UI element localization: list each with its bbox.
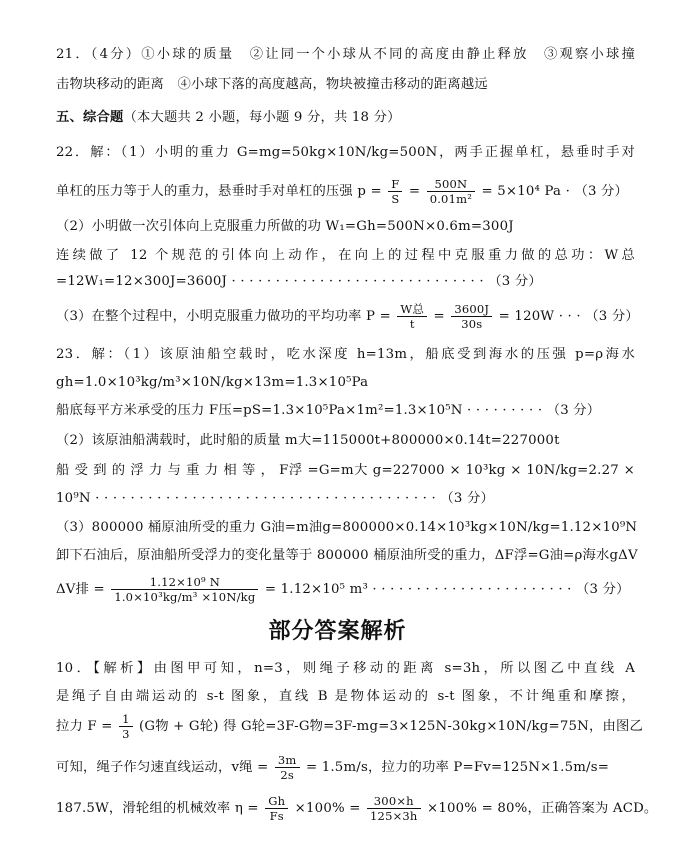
- fraction: $\frac{500N}{\text{0.01m²}}$: [427, 177, 475, 206]
- fraction: $\frac{300\times h}{125\times 3h}$: [367, 794, 421, 823]
- q10-text: (G物 + G轮) 得 G轮=3F-G物=3F-mg=3×125N-30kg×10N/kg=75N，由图乙: [139, 719, 643, 734]
- fraction: $\frac{F}{S}$: [388, 177, 402, 206]
- q10-line-4: [56, 752, 635, 784]
- q10-line-5: [56, 793, 658, 825]
- q22-text: （3）在整个过程中，小明克服重力做功的平均功率: [56, 309, 362, 324]
- formula-lhs: ΔV排 =: [56, 582, 105, 597]
- q22-result: = 5×10⁴ Pa · （3 分）: [481, 184, 629, 199]
- fraction: $\frac{Gh}{Fs}$: [265, 794, 288, 823]
- section-heading: 部分答案解析: [268, 619, 407, 644]
- q23-line-6: 10⁹N · · · · · · · · · · · · · · · · · · · · · · · · · · · · · · · · · · · · · · · （3 分）: [56, 491, 494, 506]
- formula-lhs: p =: [357, 184, 382, 199]
- q10-line-3: [56, 711, 643, 743]
- fraction: $\frac{\text{1.12×10⁹ N}}{\text{1.0×10³kg/m³ ×10N/kg}}$: [111, 575, 258, 604]
- fraction: $\frac{\text{W总}}{t}$: [397, 302, 427, 331]
- q21-line-2: 击物块移动的距离 ④小球下落的高度越高，物块被撞击移动的距离越远: [56, 77, 488, 92]
- q23-line-8: 卸下石油后，原油船所受浮力的变化量等于 800000 桶原油所受的重力，ΔF浮=G油=ρ海水gΔV: [56, 548, 638, 563]
- q10-text: 187.5W，滑轮组的机械效率 η =: [56, 801, 259, 816]
- q10-text: 拉力 F =: [56, 719, 113, 734]
- fraction: $\frac{3m}{2s}$: [275, 753, 300, 782]
- section-5-heading: [56, 108, 635, 128]
- q23-line-1: 23．解：（1）该原油船空载时，吃水深度 h=13m，船底受到海水的压强 p=ρ海水: [56, 347, 635, 362]
- q21-line-1: 21．（4分）①小球的质量 ②让同一个小球从不同的高度由静止释放 ③观察小球撞: [56, 47, 635, 62]
- q22-line-3: （2）小明做一次引体向上克服重力所做的功 W₁=Gh=500N×0.6m=300J: [56, 219, 514, 234]
- section-5-title: 五、综合题: [56, 110, 124, 125]
- q10-text: ×100% =: [294, 801, 361, 816]
- q23-line-3: 船底每平方米承受的压力 F压=pS=1.3×10⁵Pa×1m²=1.3×10⁵N · · · · · · · · · （3 分）: [56, 403, 601, 418]
- q10-text: ×100% = 80%，正确答案为 ACD。: [426, 801, 658, 816]
- q10-text: 可知，绳子作匀速直线运动，v绳 =: [56, 760, 269, 775]
- q10-line-1: 10．【解析】由图甲可知，n=3，则绳子移动的距离 s=3h，所以图乙中直线 A: [56, 661, 635, 676]
- q23-line-2: gh=1.0×10³kg/m³×10N/kg×13m=1.3×10⁵Pa: [56, 375, 369, 390]
- q23-line-5: 船 受 到 的 浮 力 与 重 力 相 等 ， F浮 =G=m大 g=227000 × 10³kg × 10N/kg=2.27 ×: [56, 463, 635, 478]
- q22-result: = 120W · · · （3 分）: [498, 309, 639, 324]
- section-5-note: （本大题共 2 小题，每小题 9 分，共 18 分）: [123, 110, 401, 125]
- q22-line-2: 单杠的压力等于人的重力，悬垂时手对单杠的压强 p = $\frac{F}{S}$ = $\frac{500N}{\text{0.01m²}}$ = 5×10⁴ Pa · （3 分）: [56, 177, 629, 206]
- q22-text: 单杠的压力等于人的重力，悬垂时手对单杠的压强: [56, 184, 353, 199]
- q10-text: = 1.5m/s，拉力的功率 P=Fv=125N×1.5m/s=: [305, 760, 610, 775]
- q23-result: = 1.12×10⁵ m³ · · · · · · · · · · · · · · · · · · · · · · · （3 分）: [264, 582, 630, 597]
- q22-line-6: （3）在整个过程中，小明克服重力做功的平均功率 P = $\frac{\text{W总}}{t}$ = $\frac{3600J}{30s}$ = 120W · · · （3 分）: [56, 302, 639, 331]
- formula-lhs: P =: [366, 309, 391, 324]
- q10-line-2: 是绳子自由端运动的 s-t 图象，直线 B 是物体运动的 s-t 图象，不计绳重和摩擦，: [56, 689, 635, 704]
- q22-line-1: 22．解：（1）小明的重力 G=mg=50kg×10N/kg=500N，两手正握单杠，悬垂时手对: [56, 145, 635, 160]
- q23-line-4: （2）该原油船满载时，此时船的质量 m大=115000t+800000×0.14t=227000t: [56, 433, 560, 448]
- q22-line-4: 连续做了 12 个规范的引体向上动作，在向上的过程中克服重力做的总功：W总: [56, 248, 635, 263]
- q23-line-7: （3）800000 桶原油所受的重力 G油=m油g=800000×0.14×10³kg×10N/kg=1.12×10⁹N: [56, 520, 638, 535]
- fraction: $\frac{3600J}{30s}$: [451, 302, 492, 331]
- fraction: $\frac{1}{3}$: [119, 712, 133, 741]
- q22-line-5: =12W₁=12×300J=3600J · · · · · · · · · · · · · · · · · · · · · · · · · · · · · （3 分）: [56, 274, 542, 289]
- q23-line-9: [56, 574, 635, 606]
